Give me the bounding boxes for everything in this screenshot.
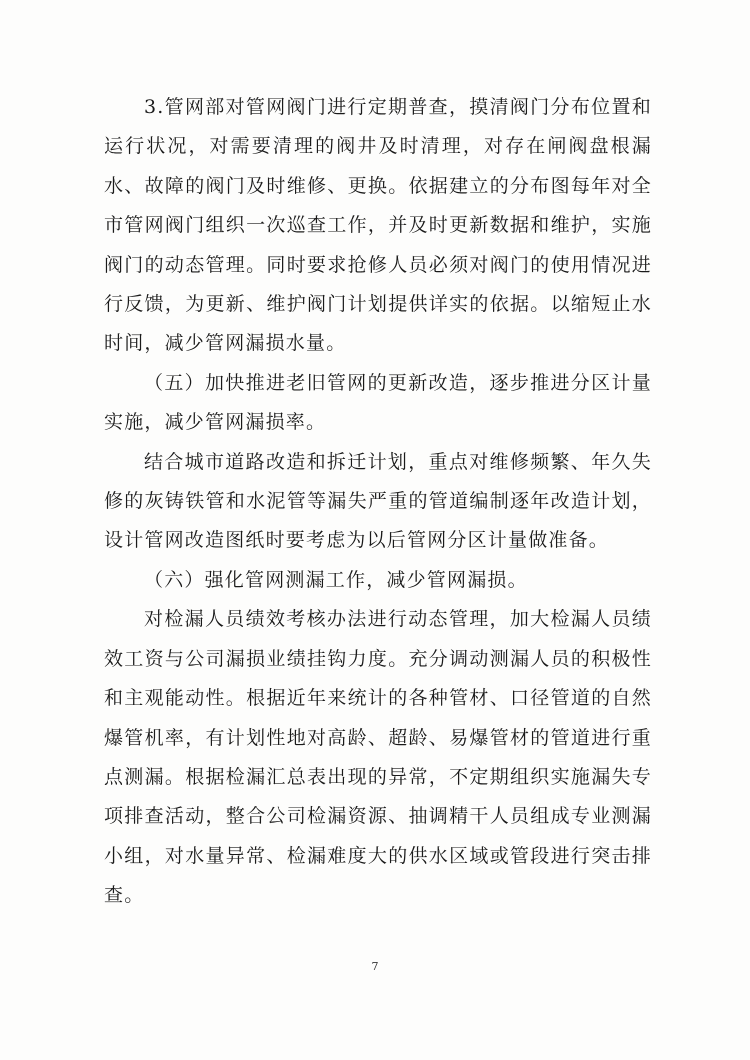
paragraph-pipe-renovation: 结合城市道路改造和拆迁计划，重点对维修频繁、年久失修的灰铸铁管和水泥管等漏失严重的管道编制逐年改造计划，设计管网改造图纸时要考虑为以后管网分区计量做准备。 — [104, 450, 652, 552]
section-heading-5: （五）加快推进老旧管网的更新改造，逐步推进分区计量实施，减少管网漏损率。 — [104, 371, 652, 434]
body-text — [104, 88, 652, 916]
page-number: 7 — [371, 960, 379, 973]
paragraph-valve-inspection: 3.管网部对管网阀门进行定期普查，摸清阀门分布位置和运行状况，对需要清理的阀井及时清理，对存在闸阀盘根漏水、故障的阀门及时维修、更换。依据建立的分布图每年对全市管网阀门组织一次巡查工作，并及时更新数据和维护，实施阀门的动态管理。同时要求抢修人员必须对阀门的使用情况进行反馈，为更新、维护阀门计划提供详实的依据。以缩短止水时间，减少管网漏损水量。 — [104, 96, 652, 355]
paragraph-leak-detection: 对检漏人员绩效考核办法进行动态管理，加大检漏人员绩效工资与公司漏损业绩挂钩力度。充分调动测漏人员的积极性和主观能动性。根据近年来统计的各种管材、口径管道的自然爆管机率，有计划性地对高龄、超龄、易爆管材的管道进行重点测漏。根据检漏汇总表出现的异常，不定期组织实施漏失专项排查活动，整合公司检漏资源、抽调精干人员组成专业测漏小组，对水量异常、检漏难度大的供水区域或管段进行突击排查。 — [104, 608, 652, 907]
section-heading-6: （六）强化管网测漏工作，减少管网漏损。 — [144, 568, 528, 591]
